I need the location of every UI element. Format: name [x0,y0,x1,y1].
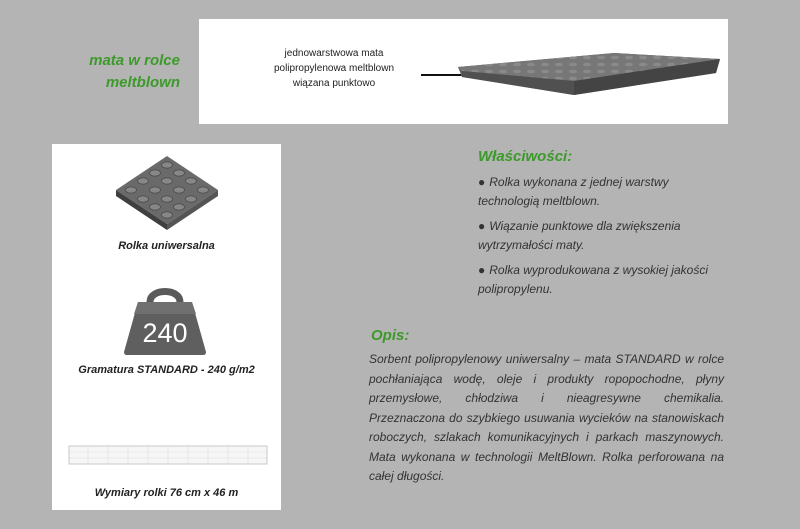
mat-layer-image [454,47,722,107]
diagram-label-line3: wiązana punktowo [292,78,376,89]
diagram-label-line2: polipropylenowa meltblown [273,63,395,74]
properties-list [478,173,718,305]
product-title-line2: meltblown [105,74,180,91]
weight-label: Gramatura STANDARD - 240 g/m2 [78,364,255,376]
diagram-label-line1: jednowarstwowa mata [284,48,384,59]
properties-heading: Właściwości: [478,148,573,165]
property-text: Wiązanie punktowe dla zwiększenia wytrzymałości maty. [478,219,681,252]
list-item [478,217,718,255]
description-heading: Opis: [371,327,410,344]
universal-roll-label: Rolka uniwersalna [118,240,215,252]
bullet-icon: ● [478,219,486,233]
dimensions-label: Wymiary rolki 76 cm x 46 m [94,487,239,499]
list-item [478,173,718,211]
list-item [478,261,718,299]
property-text: Rolka wykonana z jednej warstwy technologią meltblown. [478,175,669,208]
property-text: Rolka wyprodukowana z wysokiej jakości polipropylenu. [478,263,709,296]
roll-dimensions-icon [68,444,268,466]
diagram-panel [199,19,728,124]
universal-pad-icon [112,152,222,232]
product-title [40,50,180,94]
bullet-icon: ● [478,175,486,189]
description-text: Sorbent polipropylenowy uniwersalny – mata STANDARD w rolce pochłaniająca wodę, oleje i produkty ropopochodne, płyny przemysłowe, chłodziwa i nieagresywne chemikalia. Przeznaczona do szybkiego usuwania wycieków na stanowiskach roboczych, szlakach komunikacyjnych i parkach maszynowych. Mata wykonana w technologii MeltBlown. Rolka perforowana na całej długości. [369,352,724,483]
features-card [52,144,281,510]
bullet-icon: ● [478,263,486,277]
weight-icon [120,284,210,356]
diagram-label [239,46,429,91]
weight-value: 240 [142,318,188,348]
product-title-line1: mata w rolce [89,52,180,69]
